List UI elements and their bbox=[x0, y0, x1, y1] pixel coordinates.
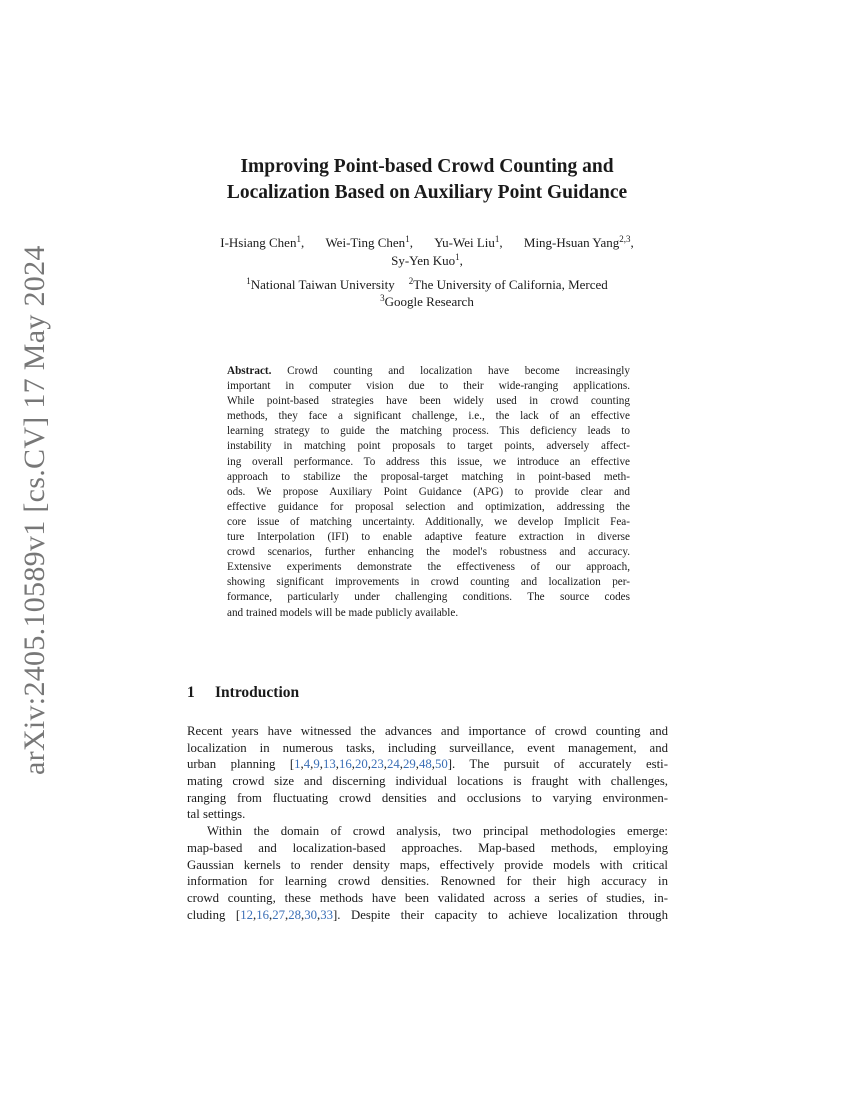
citation-link[interactable]: 30 bbox=[304, 907, 317, 922]
paper-title bbox=[100, 154, 754, 206]
citation-link[interactable]: 23 bbox=[370, 757, 384, 772]
abstract-line: Abstract. Crowd counting and localization have become increasingly bbox=[227, 365, 630, 377]
affiliation: $^2$The University of California, Merced bbox=[408, 276, 608, 292]
abstract-line: learning strategy to guide the matching process. This deficiency leads to bbox=[227, 425, 630, 438]
arxiv-identifier: arXiv:2405.10589v1 [cs.CV] 17 May 2024 bbox=[18, 245, 51, 775]
abstract-line: Extensive experiments demonstrate the effectiveness of our approach, bbox=[227, 561, 630, 574]
text-line: localization in numerous tasks, including surveillance, event management, and bbox=[187, 740, 668, 755]
citation-link[interactable]: 33 bbox=[320, 907, 333, 922]
abstract bbox=[227, 364, 630, 621]
citation-link[interactable]: 12 bbox=[240, 907, 253, 922]
affiliation: $^3$Google Research bbox=[380, 293, 474, 309]
title-line: Improving Point-based Crowd Counting and bbox=[240, 156, 614, 177]
section-title: Introduction bbox=[215, 684, 300, 701]
citation-link[interactable]: 9 bbox=[313, 757, 320, 772]
citation-link[interactable]: 16 bbox=[338, 757, 352, 772]
section-heading bbox=[187, 684, 299, 702]
title-line: Localization Based on Auxiliary Point Guidance bbox=[226, 182, 628, 203]
citation-link[interactable]: 1 bbox=[294, 757, 301, 772]
affiliations bbox=[120, 276, 734, 310]
abstract-line: ing overall performance. To address this issue, we introduce an effective bbox=[227, 455, 630, 468]
abstract-line: ture Interpolation (IFI) to enable adaptive feature extraction in diverse bbox=[227, 531, 630, 544]
abstract-line: ods. We propose Auxiliary Point Guidance (APG) to provide clear and bbox=[227, 485, 630, 498]
citation-link[interactable]: 13 bbox=[322, 757, 336, 772]
abstract-line: important in computer vision due to their wide-ranging applications. bbox=[227, 380, 630, 393]
abstract-line: approach to stabilize the proposal-target matching in point-based meth- bbox=[227, 470, 630, 483]
text-line: Within the domain of crowd analysis, two principal methodologies emerge: bbox=[207, 824, 668, 839]
citation-link[interactable]: 27 bbox=[272, 907, 285, 922]
text-line: Recent years have witnessed the advances and importance of crowd counting and bbox=[187, 724, 668, 738]
text-line: information for learning crowd densities. Renowned for their high accuracy in bbox=[187, 874, 668, 889]
abstract-line: crowd scenarios, further enhancing the model's robustness and accuracy. bbox=[227, 546, 630, 559]
section-number: 1 bbox=[187, 684, 195, 701]
citation-link[interactable]: 48 bbox=[418, 757, 432, 772]
text-line: ranging from fluctuating crowd densities and occlusions to varying environmen- bbox=[187, 790, 668, 805]
citation-link[interactable]: 24 bbox=[386, 757, 400, 772]
text-line: mating crowd size and discerning individual locations is fraught with challenges, bbox=[187, 774, 668, 789]
text-line: urban planning [1,4,9,13,16,20,23,24,29,48,50]. The pursuit of accurately esti- bbox=[187, 757, 668, 772]
text-line: map-based and localization-based approaches. Map-based methods, employing bbox=[187, 840, 668, 855]
author: Ming-Hsuan Yang$^{2,3}$, bbox=[523, 234, 634, 250]
text-line: Gaussian kernels to render density maps, effectively provide models with critical bbox=[187, 857, 668, 872]
author-list bbox=[120, 234, 734, 270]
abstract-line: methods, they face a significant challenge, i.e., the lack of an effective bbox=[227, 410, 630, 423]
introduction-body bbox=[187, 723, 668, 923]
abstract-line: While point-based strategies have been widely used in crowd counting bbox=[227, 395, 630, 408]
citation-link[interactable]: 29 bbox=[402, 757, 416, 772]
author: Yu-Wei Liu$^1$, bbox=[434, 234, 503, 250]
citation-link[interactable]: 20 bbox=[354, 757, 368, 772]
author: Sy-Yen Kuo$^1$, bbox=[391, 252, 463, 268]
citation-link[interactable]: 4 bbox=[303, 757, 311, 772]
author: Wei-Ting Chen$^1$, bbox=[325, 234, 413, 250]
abstract-line: effective guidance for proposal selection and optimization, addressing the bbox=[227, 500, 630, 513]
text-line: tal settings. bbox=[187, 807, 246, 822]
abstract-line: and trained models will be made publicly available. bbox=[227, 606, 459, 619]
text-line: cluding [12,16,27,28,30,33]. Despite their capacity to achieve localization through bbox=[187, 907, 668, 922]
abstract-line: showing significant improvements in crowd counting and localization per- bbox=[227, 576, 630, 589]
author: I-Hsiang Chen$^1$, bbox=[220, 234, 305, 250]
affiliation: $^1$National Taiwan University bbox=[246, 276, 395, 292]
abstract-label: Abstract. bbox=[227, 365, 272, 377]
abstract-line: instability in matching point proposals to target points, adversely affect- bbox=[227, 440, 630, 453]
citation-link[interactable]: 50 bbox=[434, 757, 448, 772]
abstract-line: formance, particularly under challenging conditions. The source codes bbox=[227, 591, 630, 604]
text-line: crowd counting, these methods have been validated across a series of studies, in- bbox=[187, 890, 668, 905]
citation-link[interactable]: 28 bbox=[288, 907, 301, 922]
citation-link[interactable]: 16 bbox=[256, 907, 269, 922]
abstract-line: core issue of matching uncertainty. Additionally, we develop Implicit Fea- bbox=[227, 515, 630, 528]
